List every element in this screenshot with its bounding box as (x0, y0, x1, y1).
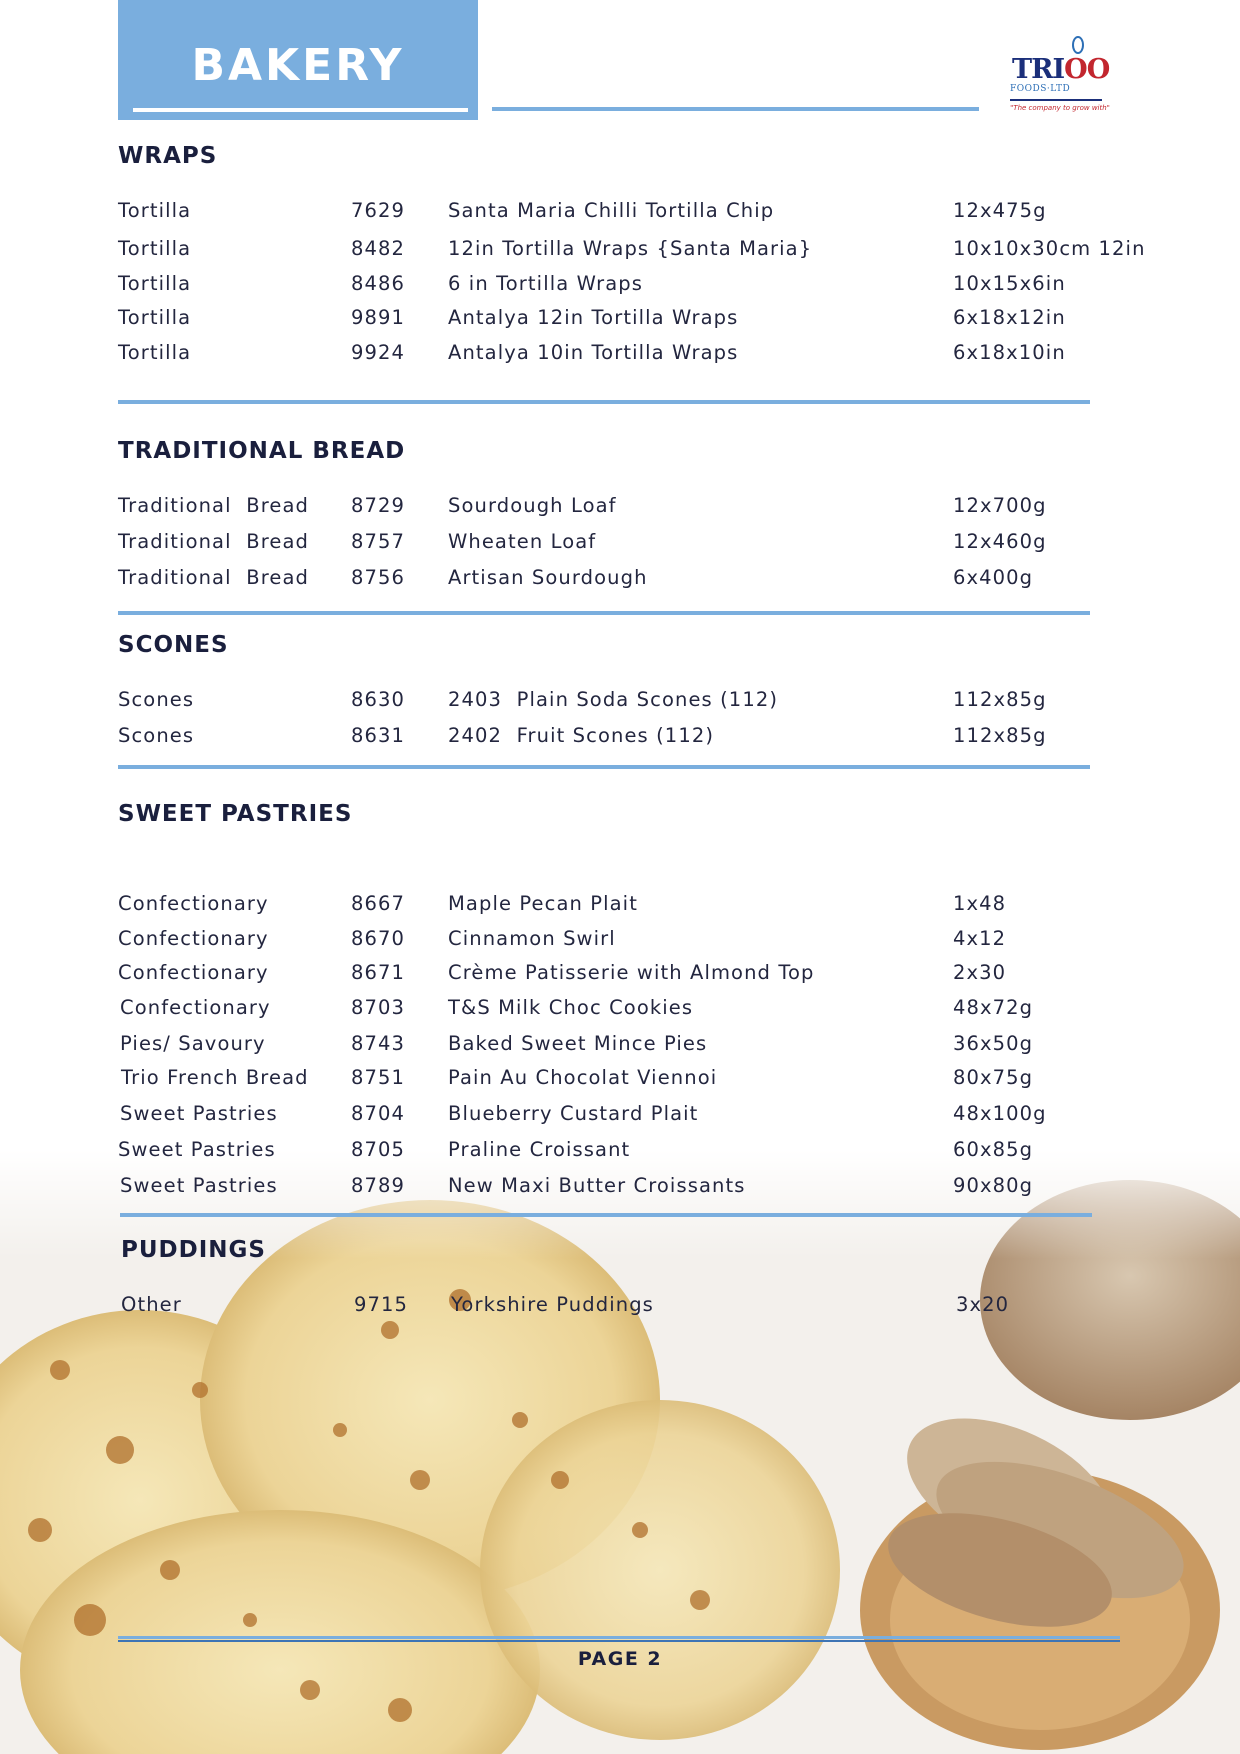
table-row (0, 1032, 1240, 1060)
row-pack-size: 10x15x6in (953, 272, 1066, 295)
table-row (0, 927, 1240, 955)
row-description: Artisan Sourdough (448, 566, 648, 589)
row-description: 2402 Fruit Scones (112) (448, 724, 715, 747)
table-row (0, 494, 1240, 522)
logo-drop-icon (1072, 36, 1084, 54)
table-row (0, 1293, 1240, 1321)
row-category: Confectionary (118, 961, 269, 984)
row-code: 8704 (351, 1102, 406, 1125)
row-code: 8671 (351, 961, 406, 984)
section-title-traditional-bread: TRADITIONAL BREAD (118, 438, 406, 464)
row-description: Pain Au Chocolat Viennoi (448, 1066, 718, 1089)
row-pack-size: 6x400g (953, 566, 1034, 589)
table-row (0, 1174, 1240, 1202)
logo-red-letters: OO (1064, 54, 1110, 85)
row-code: 8756 (351, 566, 406, 589)
row-pack-size: 10x10x30cm 12in (953, 237, 1146, 260)
logo-line (1010, 99, 1102, 101)
logo-tagline: "The company to grow with" (1010, 104, 1110, 112)
row-description: Praline Croissant (448, 1138, 631, 1161)
row-pack-size: 12x475g (953, 199, 1047, 222)
table-row (0, 1138, 1240, 1166)
row-category: Tortilla (118, 237, 192, 260)
row-description: Sourdough Loaf (448, 494, 617, 517)
row-pack-size: 1x48 (953, 892, 1007, 915)
row-pack-size: 60x85g (953, 1138, 1034, 1161)
row-code: 8631 (351, 724, 406, 747)
table-row (0, 199, 1240, 227)
row-description: 12in Tortilla Wraps {Santa Maria} (448, 237, 813, 260)
row-pack-size: 6x18x12in (953, 306, 1066, 329)
row-category: Confectionary (120, 996, 271, 1019)
row-category: Traditional Bread (118, 494, 310, 517)
section-title-puddings: PUDDINGS (121, 1237, 266, 1263)
row-category: Scones (118, 688, 195, 711)
section-title-sweet-pastries: SWEET PASTRIES (118, 801, 353, 827)
row-description: Antalya 10in Tortilla Wraps (448, 341, 739, 364)
row-code: 8705 (351, 1138, 406, 1161)
table-row (0, 272, 1240, 300)
row-description: Maple Pecan Plait (448, 892, 638, 915)
table-row (0, 530, 1240, 558)
row-category: Trio French Bread (121, 1066, 309, 1089)
logo-subtitle: FOODS·LTD (1010, 84, 1071, 94)
row-pack-size: 80x75g (953, 1066, 1034, 1089)
row-code: 8729 (351, 494, 406, 517)
row-code: 9891 (351, 306, 406, 329)
row-category: Tortilla (118, 199, 192, 222)
row-code: 7629 (351, 199, 406, 222)
row-category: Confectionary (118, 892, 269, 915)
row-pack-size: 6x18x10in (953, 341, 1066, 364)
table-row (0, 1102, 1240, 1130)
section-title-scones: SCONES (118, 632, 229, 658)
row-category: Traditional Bread (118, 530, 310, 553)
row-category: Tortilla (118, 272, 192, 295)
footer-divider (118, 1636, 1120, 1639)
row-code: 8630 (351, 688, 406, 711)
table-row (0, 688, 1240, 716)
row-category: Confectionary (118, 927, 269, 950)
section-title-wraps: WRAPS (118, 143, 218, 169)
row-description: Santa Maria Chilli Tortilla Chip (448, 199, 775, 222)
row-category: Sweet Pastries (120, 1102, 278, 1125)
section-divider (118, 611, 1090, 615)
table-row (0, 306, 1240, 334)
row-category: Tortilla (118, 306, 192, 329)
row-category: Sweet Pastries (120, 1174, 278, 1197)
row-category: Sweet Pastries (118, 1138, 276, 1161)
row-description: Yorkshire Puddings (451, 1293, 654, 1316)
row-pack-size: 3x20 (956, 1293, 1010, 1316)
row-code: 8482 (351, 237, 406, 260)
row-pack-size: 12x700g (953, 494, 1047, 517)
row-code: 8757 (351, 530, 406, 553)
table-row (0, 237, 1240, 265)
row-description: New Maxi Butter Croissants (448, 1174, 746, 1197)
row-category: Traditional Bread (118, 566, 310, 589)
title-underline (133, 108, 468, 112)
row-code: 9924 (351, 341, 406, 364)
section-divider (120, 1213, 1092, 1217)
row-pack-size: 90x80g (953, 1174, 1034, 1197)
footer-divider-dark (118, 1640, 1120, 1642)
row-code: 9715 (354, 1293, 409, 1316)
row-pack-size: 112x85g (953, 724, 1047, 747)
row-category: Pies/ Savoury (120, 1032, 266, 1055)
row-pack-size: 2x30 (953, 961, 1007, 984)
row-description: Cinnamon Swirl (448, 927, 616, 950)
row-pack-size: 48x100g (953, 1102, 1047, 1125)
row-pack-size: 36x50g (953, 1032, 1034, 1055)
row-description: Crème Patisserie with Almond Top (448, 961, 815, 984)
row-description: Blueberry Custard Plait (448, 1102, 699, 1125)
row-code: 8667 (351, 892, 406, 915)
row-description: Antalya 12in Tortilla Wraps (448, 306, 739, 329)
title-banner (118, 0, 478, 120)
row-category: Scones (118, 724, 195, 747)
row-code: 8743 (351, 1032, 406, 1055)
row-pack-size: 48x72g (953, 996, 1034, 1019)
row-code: 8703 (351, 996, 406, 1019)
row-pack-size: 12x460g (953, 530, 1047, 553)
row-code: 8751 (351, 1066, 406, 1089)
row-description: Wheaten Loaf (448, 530, 597, 553)
company-logo (1000, 36, 1116, 116)
page-number: PAGE 2 (577, 1648, 663, 1670)
row-code: 8789 (351, 1174, 406, 1197)
logo-name: TRIOO (1012, 54, 1110, 85)
table-row (0, 892, 1240, 920)
section-divider (118, 765, 1090, 769)
table-row (0, 566, 1240, 594)
row-pack-size: 4x12 (953, 927, 1007, 950)
row-code: 8670 (351, 927, 406, 950)
row-description: T&S Milk Choc Cookies (448, 996, 694, 1019)
row-description: 2403 Plain Soda Scones (112) (448, 688, 779, 711)
table-row (0, 724, 1240, 752)
header-divider (492, 107, 979, 111)
table-row (0, 961, 1240, 989)
row-category: Tortilla (118, 341, 192, 364)
table-row (0, 341, 1240, 369)
row-pack-size: 112x85g (953, 688, 1047, 711)
table-row (0, 996, 1240, 1024)
row-code: 8486 (351, 272, 406, 295)
row-description: 6 in Tortilla Wraps (448, 272, 643, 295)
page-title: BAKERY (191, 40, 405, 91)
section-divider (118, 400, 1090, 404)
table-row (0, 1066, 1240, 1094)
row-description: Baked Sweet Mince Pies (448, 1032, 708, 1055)
row-category: Other (121, 1293, 182, 1316)
